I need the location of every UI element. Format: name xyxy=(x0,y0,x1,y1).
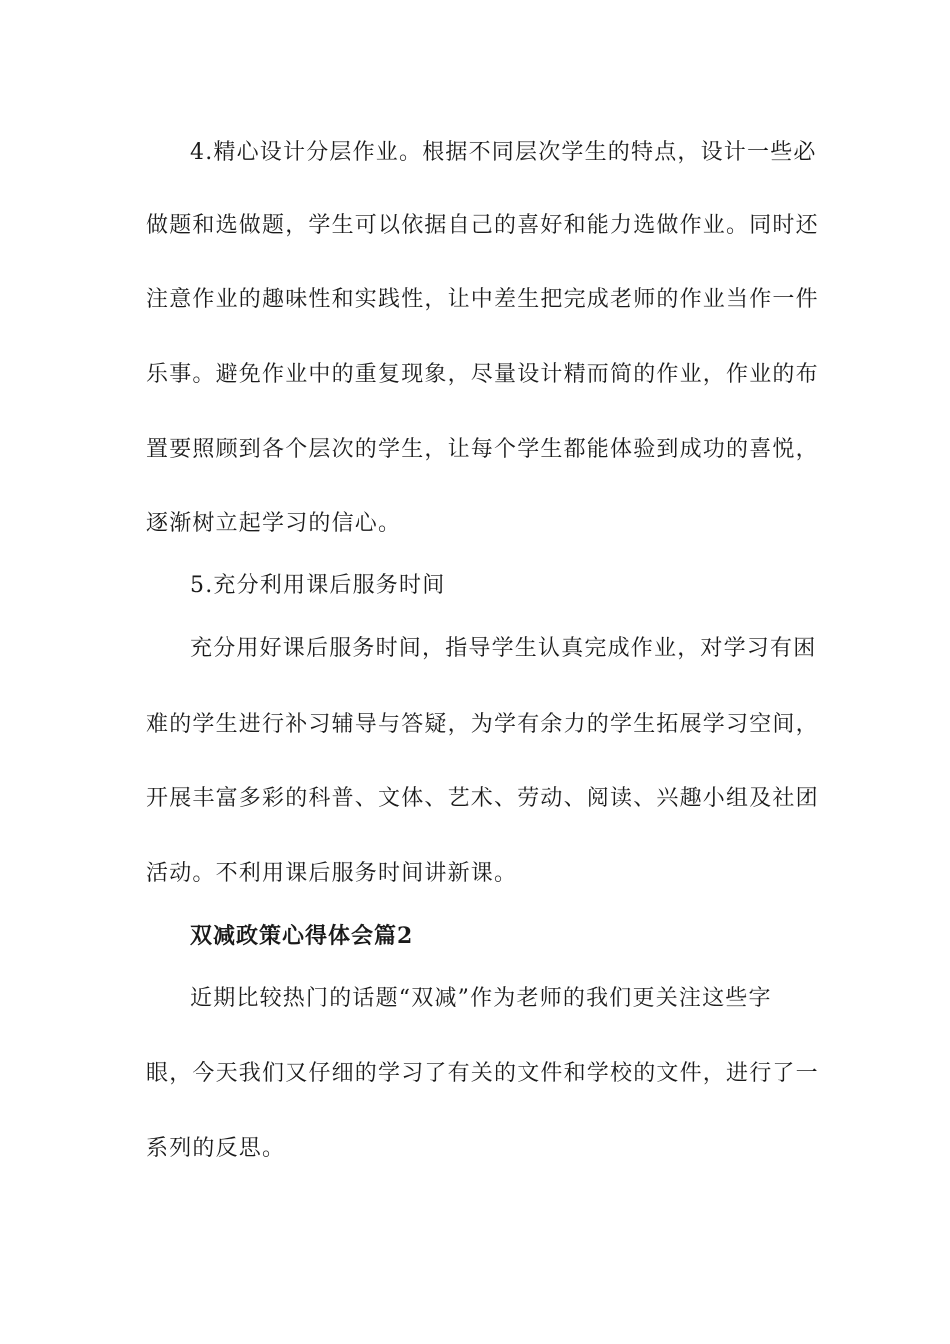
article-2-line-2: 眼，今天我们又仔细的学习了有关的文件和学校的文件，进行了一 xyxy=(146,1061,819,1086)
paragraph-4-line-6: 逐渐树立起学习的信心。 xyxy=(146,511,402,536)
paragraph-5-line-1: 充分用好课后服务时间，指导学生认真完成作业，对学习有困 xyxy=(190,636,817,661)
paragraph-4-line-1: 4.精心设计分层作业。根据不同层次学生的特点，设计一些必 xyxy=(190,140,817,165)
paragraph-5-line-2: 难的学生进行补习辅导与答疑，为学有余力的学生拓展学习空间， xyxy=(146,712,819,737)
paragraph-4-line-4: 乐事。避免作业中的重复现象，尽量设计精而简的作业，作业的布 xyxy=(146,362,819,387)
paragraph-5-line-3: 开展丰富多彩的科普、文体、艺术、劳动、阅读、兴趣小组及社团 xyxy=(146,786,819,811)
paragraph-4-line-2: 做题和选做题，学生可以依据自己的喜好和能力选做作业。同时还 xyxy=(146,213,819,238)
paragraph-4-line-3: 注意作业的趣味性和实践性，让中差生把完成老师的作业当作一件 xyxy=(146,287,819,312)
article-2-line-1: 近期比较热门的话题“双减”作为老师的我们更关注这些字 xyxy=(190,986,772,1011)
paragraph-4-line-5: 置要照顾到各个层次的学生，让每个学生都能体验到成功的喜悦， xyxy=(146,437,819,462)
article-2-line-3: 系列的反思。 xyxy=(146,1136,286,1161)
paragraph-5-line-4: 活动。不利用课后服务时间讲新课。 xyxy=(146,861,518,886)
section-5-heading: 5.充分利用课后服务时间 xyxy=(190,573,446,598)
article-2-title: 双减政策心得体会篇2 xyxy=(190,923,414,949)
